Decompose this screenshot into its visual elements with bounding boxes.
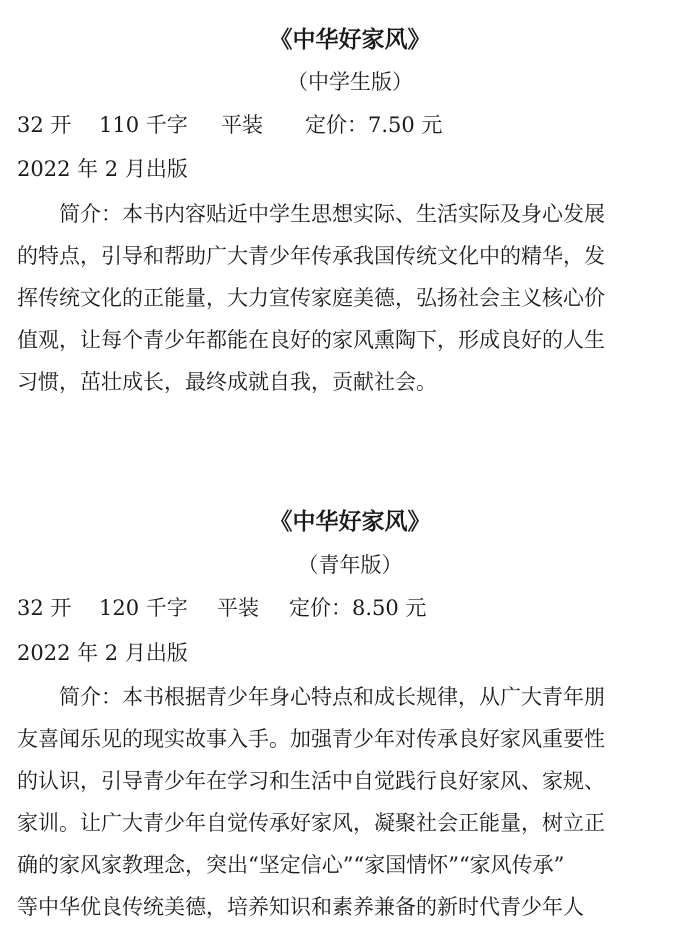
book-edition: （中学生版）	[287, 70, 413, 94]
book-format: 32 开	[17, 113, 72, 137]
book-title: 《中华好家风》	[269, 27, 431, 53]
book-title: 《中华好家风》	[269, 509, 431, 535]
intro-line: 家训。让广大青少年自觉传承好家风，凝聚社会正能量，树立正	[17, 811, 605, 835]
intro-line: 值观，让每个青少年都能在良好的家风熏陶下，形成良好的人生	[17, 328, 605, 352]
book-binding: 平装	[221, 113, 263, 137]
book-binding: 平装	[217, 596, 259, 620]
intro-line: 的认识，引导青少年在学习和生活中自觉践行良好家风、家规、	[17, 769, 605, 793]
intro-line: 的特点，引导和帮助广大青少年传承我国传统文化中的精华，发	[17, 244, 605, 268]
intro-line: 等中华优良传统美德，培养知识和素养兼备的新时代青少年人	[17, 895, 584, 919]
book-edition: （青年版）	[297, 553, 403, 577]
book-word-count: 110 千字	[99, 113, 188, 137]
intro-line: 挥传统文化的正能量，大力宣传家庭美德，弘扬社会主义核心价	[17, 286, 605, 310]
intro-line: 简介：本书根据青少年身心特点和成长规律，从广大青年朋	[59, 685, 605, 709]
book-meta	[17, 588, 685, 628]
book-intro	[17, 676, 685, 928]
intro-line: 习惯，茁壮成长，最终成就自我，贡献社会。	[17, 370, 437, 394]
book-intro	[17, 193, 685, 403]
book-publish-date: 2022 年 2 月出版	[17, 157, 188, 181]
intro-line: 友喜闻乐见的现实故事入手。加强青少年对传承良好家风重要性	[17, 727, 605, 751]
intro-line: 确的家风家教理念，突出“坚定信心”“家国情怀”“家风传承”	[17, 853, 565, 877]
book-price: 定价：7.50 元	[305, 113, 443, 137]
book-meta	[17, 105, 685, 145]
book-word-count: 120 千字	[99, 596, 188, 620]
book-format: 32 开	[17, 596, 72, 620]
book-price: 定价：8.50 元	[289, 596, 427, 620]
book-publish-date: 2022 年 2 月出版	[17, 641, 188, 665]
intro-line: 简介：本书内容贴近中学生思想实际、生活实际及身心发展	[59, 202, 605, 226]
